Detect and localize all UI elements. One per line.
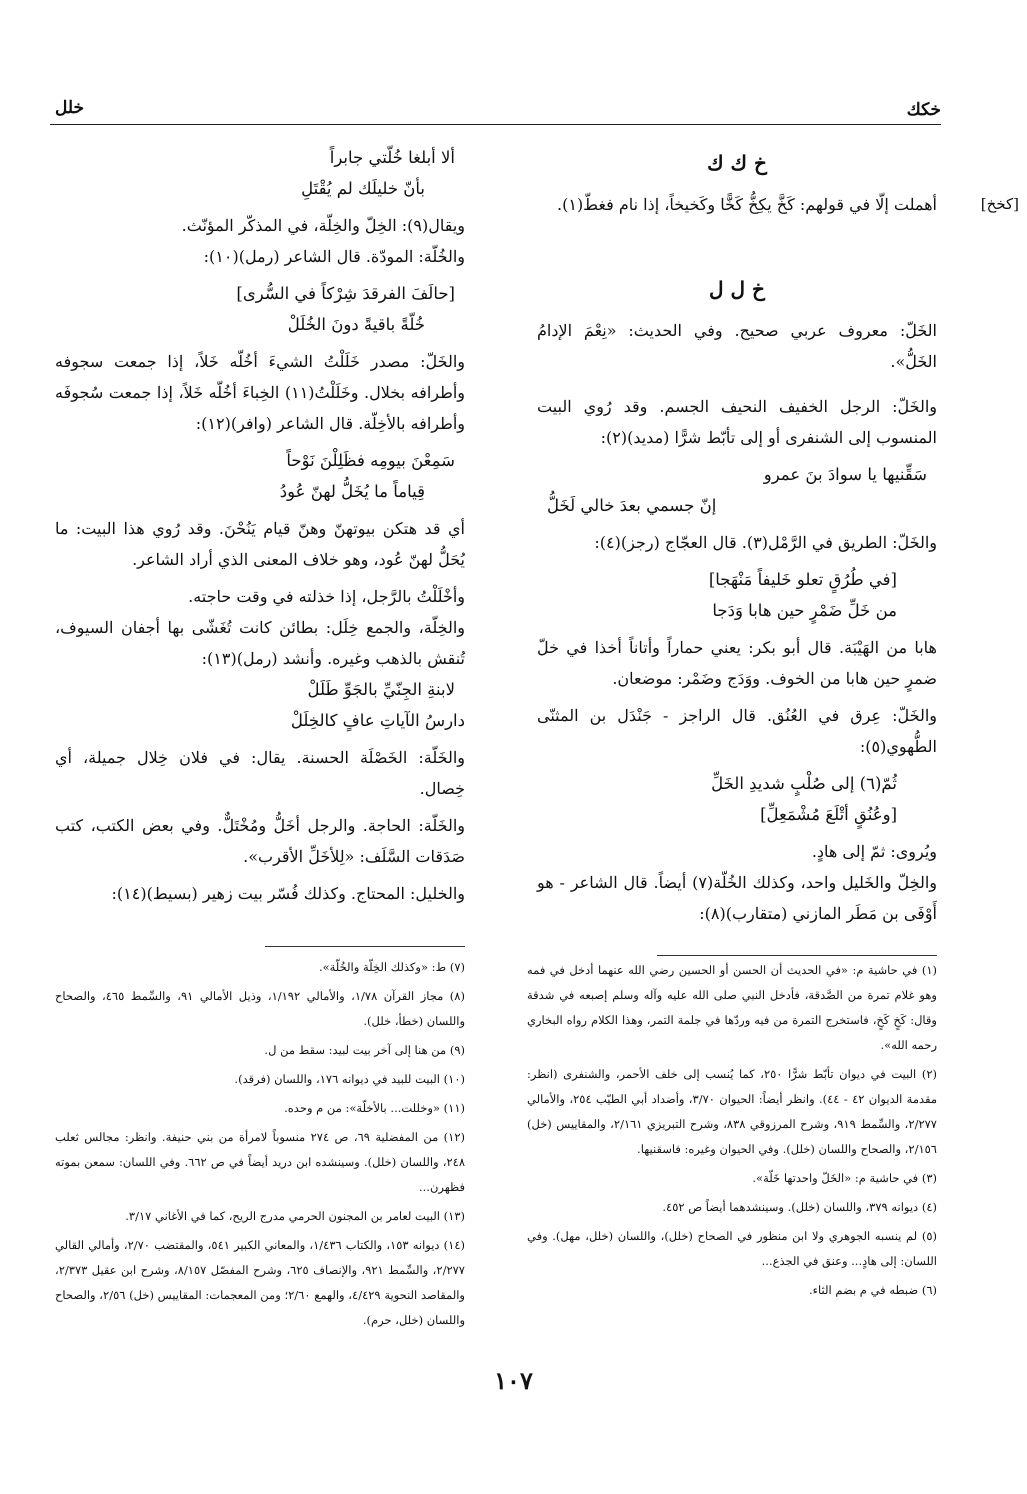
paragraph: والخِلّة، والجمع خِلَل: بطائن كانت تُغَشّى بها أجفان السيوف، تُنقش بالذهب وغيره. وأنشد (رمل)(١٣):: [55, 618, 465, 668]
verse-hemistich: [حالَفَ الفرقدَ شِرْكاً في السُّرى]: [236, 284, 455, 303]
verse-hemistich: خُلّةً باقيةً دونَ الخُلَلْ: [287, 315, 425, 334]
footnote: (٣) في حاشية م: «الخَلّ واحدتها خَلّة».: [752, 1171, 937, 1185]
verse: [55, 278, 465, 340]
margin-root-tag: [كخخ]: [980, 195, 1019, 213]
paragraph: والخَلّة: الخَصْلَة الحسنة. يقال: في فلان خِلال جميلة، أي خِصال.: [55, 748, 465, 798]
verse-hemistich: سَقِّنيها يا سوادَ بنَ عمرو: [763, 465, 927, 484]
paragraph: والخَلّ: الرجل الخفيف النحيف الجسم. وقد رُوي البيت المنسوب إلى الشنفرى أو إلى تأبّط شرًّا (مديد)(٢):: [537, 397, 937, 447]
verse-hemistich: قِياماً ما يُخَلُّ لهنّ عُودُ: [279, 482, 425, 501]
footnotes-right: [527, 958, 937, 1307]
verse-hemistich: [وعُنُقٍ أتْلَعَ مُشْمَعِلِّ]: [760, 805, 897, 824]
footnotes-left: [55, 955, 465, 1337]
footnote: (٢) البيت في ديوان تأبّط شرًّا ٢٥٠، كما يُنسب إلى خلف الأحمر، والشنفرى (انظر: مقدمة الديوان ٤٢ - ٤٤). وانظر أيضاً: الحيوان ٣/٧٠، وأضداد أبي الطيّب ٢٥٤، والأمالي ٢/٢٧٧، والسِّمط ٩١٩، وشرح المرزوقي ٨٣٨، وشرح التبريزي ٢/١٦١، والمقاييس (خل) ٢/١٥٦، والصحاح واللسان (خلل). وفي الحيوان وغيره: فاسقنيها.: [527, 1067, 937, 1156]
footnote: (٥) لم ينسبه الجوهري ولا ابن منظور في الصحاح (خلل)، واللسان (خلل، مهل). وفي اللسان: إلى هادٍ... وعنق في الجذع...: [527, 1229, 937, 1268]
footnote: (١٣) البيت لعامر بن المجنون الحرمي مدرج الريح، كما في الأغاني ٣/١٧.: [125, 1209, 465, 1223]
paragraph: الخَلّ: معروف عربي صحيح. وفي الحديث: «نِعْمَ الإدامُ الخَلُّ».: [537, 321, 937, 371]
right-column: [537, 140, 1019, 935]
footnote: (١٢) من المفضلية ٦٩، ص ٢٧٤ منسوباً لامرأة من بني حنيفة. وانظر: مجالس ثعلب ٢٤٨، واللسان (خلل). وسينشده ابن دريد أيضاً في ص ٦٦٢. وفي اللسان: سمعن بموته فظهرن...: [55, 1130, 466, 1194]
entry-text: أهملت إلّا في قولهم: كَخَّ يكِخُّ كَخًّا وكَخيخاً، إذا نام فغطّ(١).: [557, 195, 937, 214]
footnote: (١١) «وخللت... بالأخلّة»: من م وحده.: [284, 1101, 465, 1115]
verse-hemistich: ألا أبلغا خُلّتي جابراً: [329, 148, 455, 167]
running-header-right: خكك: [906, 100, 941, 120]
root-heading-khkk: خ ك ك: [707, 151, 767, 175]
verse: [55, 445, 465, 507]
footnote-rule-left: [265, 946, 465, 947]
paragraph: وأخْلَلْتُ بالرَّجل، إذا خذلته في وقت حاجته.: [188, 587, 465, 606]
paragraph: والخَلّة: الحاجة. والرجل أخَلُّ ومُخْتَلٌّ. وفي بعض الكتب، كتب صَدَقات السَّلَف: «لِلأخَلِّ الأقرب».: [55, 816, 465, 866]
paragraph: هابا من الهَيْبَة. قال أبو بكر: يعني حماراً وأتاناً أخذا في خلّ ضمرٍ حين هابا من الخوف. ووَدَج وضَمْر: موضعان.: [537, 638, 937, 688]
paragraph: أي قد هتكن بيوتهنّ وهنّ قيام يَنُحْنَ. وقد رُوي هذا البيت: ما يُحَلُّ لهنّ عُود، وهو خلاف المعنى الذي أراد الشاعر.: [55, 519, 466, 569]
paragraph: والخَلّ: الطريق في الرَّمْل(٣). قال العجّاج (رجز)(٤):: [594, 533, 937, 552]
footnote: (١٤) ديوانه ١٥٣، والكتاب ١/٤٣٦، والمعاني الكبير ٥٤١، والمقتضب ٢/٧٠، وأمالي القالي ٢/٢٧٧، والسِّمط ٩٢١، والإنصاف ٦٢٥، وشرح المفصّل ٨/١٥٧، وشرح ابن عقيل ٢/٣٧٣، والمقاصد النحوية ٤/٤٢٩، والهمع ٢/٦٠؛ ومن المعجمات: المقاييس (خل) ٢/٥٦، والصحاح واللسان (خلل، حرم).: [55, 1238, 465, 1327]
paragraph: والخَلّ: عِرق في العُنُق. قال الراجز - جَنْدَل بن المثنّى الطُّهوي(٥):: [537, 706, 937, 756]
paragraph: ويُروى: ثمّ إلى هادٍ.: [811, 842, 937, 861]
paragraph: والخُلّة: المودّة. قال الشاعر (رمل)(١٠):: [203, 247, 465, 266]
verse-hemistich: دارسُ الآياتِ عافٍ كالخِلَلْ: [290, 711, 465, 730]
verse: [537, 564, 907, 626]
verse: [55, 142, 465, 204]
verse-hemistich: [في طُرُقٍ تعلو خَليفاً مَنْهَجا]: [708, 570, 897, 589]
footnote: (٦) ضبطه في م بضم الثاء.: [808, 1283, 937, 1297]
verse-hemistich: سَمِعْنَ بيومِه فظَلِلْنَ نَوْحاً: [286, 451, 455, 470]
footnote: (١) في حاشية م: «في الحديث أن الحسن أو الحسين رضي الله عنهما أدخل في فمه وهو غلام تمرة من الصَّدقة، فأدخل النبي صلى الله عليه وآله وسلم إصبعه في شدقة وقال: كَخٍ كَخٍ، فاستخرج التمرة من فيه وردّها في جلمة التمر، وهذا الكلام رواه البخاري رحمه الله».: [527, 963, 937, 1052]
verse-hemistich: إنّ جسمي بعدَ خالي لَخَلُّ: [547, 496, 717, 515]
root-heading-khll: خ ل ل: [709, 277, 765, 301]
page-number: ١٠٧: [494, 1366, 533, 1395]
entry-kakhkha: [537, 189, 1019, 220]
header-rule: [50, 124, 941, 125]
footnote: (٧) ط: «وكذلك الخِلّة والخُلّة».: [318, 960, 465, 974]
running-header-left: خلل: [55, 98, 85, 118]
footnote-rule-right: [657, 955, 937, 956]
footnote: (٨) مجاز القرآن ١/٧٨، والأمالي ١/١٩٢، وذيل الأمالي ٩١، والسِّمط ٤٦٥، والصحاح واللسان (خطأ، خلل).: [55, 989, 465, 1028]
verse-hemistich: لابنةِ الجِنّيِّ بالجَوِّ طَلَلْ: [307, 680, 455, 699]
paragraph: والخليل: المحتاج. وكذلك فُسّر بيت زهير (بسيط)(١٤):: [111, 884, 465, 903]
paragraph: والخِلّ والخَليل واحد، وكذلك الخُلّة(٧) أيضاً. قال الشاعر - هو أَوْفَى بن مَطَر المازني (متقارب)(٨):: [537, 873, 937, 923]
left-column: [55, 140, 465, 915]
verse: [537, 459, 937, 521]
verse-hemistich: بأنّ خليلَك لم يُقْتَلِ: [301, 179, 425, 198]
footnote: (٤) ديوانه ٣٧٩، واللسان (خلل). وسينشدهما أيضاً ص ٤٥٢.: [662, 1200, 937, 1214]
footnote: (٩) من هنا إلى آخر بيت لبيد: سقط من ل.: [264, 1043, 465, 1057]
paragraph: والخَلّ: مصدر خَلَلْتُ الشيءَ أخُلّه خَلاً، إذا جمعت سجوفه وأطرافه بخلال. وخَلَلْتُ(١١) الخِباءَ أخُلّه خَلاً، إذا جمعت سُجوفَه وأطرافه بالأخِلّة. قال الشاعر (وافر)(١٢):: [55, 352, 466, 433]
verse-hemistich: ثُمّ(٦) إلى صُلْبٍ شديدِ الخَلِّ: [711, 774, 897, 793]
paragraph: ويقال(٩): الخِلّ والخِلّة، في المذكّر المؤنّث.: [181, 216, 465, 235]
footnote: (١٠) البيت للبيد في ديوانه ١٧٦، واللسان (فرقد).: [234, 1072, 465, 1086]
verse: [55, 674, 465, 736]
verse: [537, 768, 907, 830]
verse-hemistich: من خَلِّ ضَمْرٍ حين هابا وَدَجا: [712, 601, 897, 620]
